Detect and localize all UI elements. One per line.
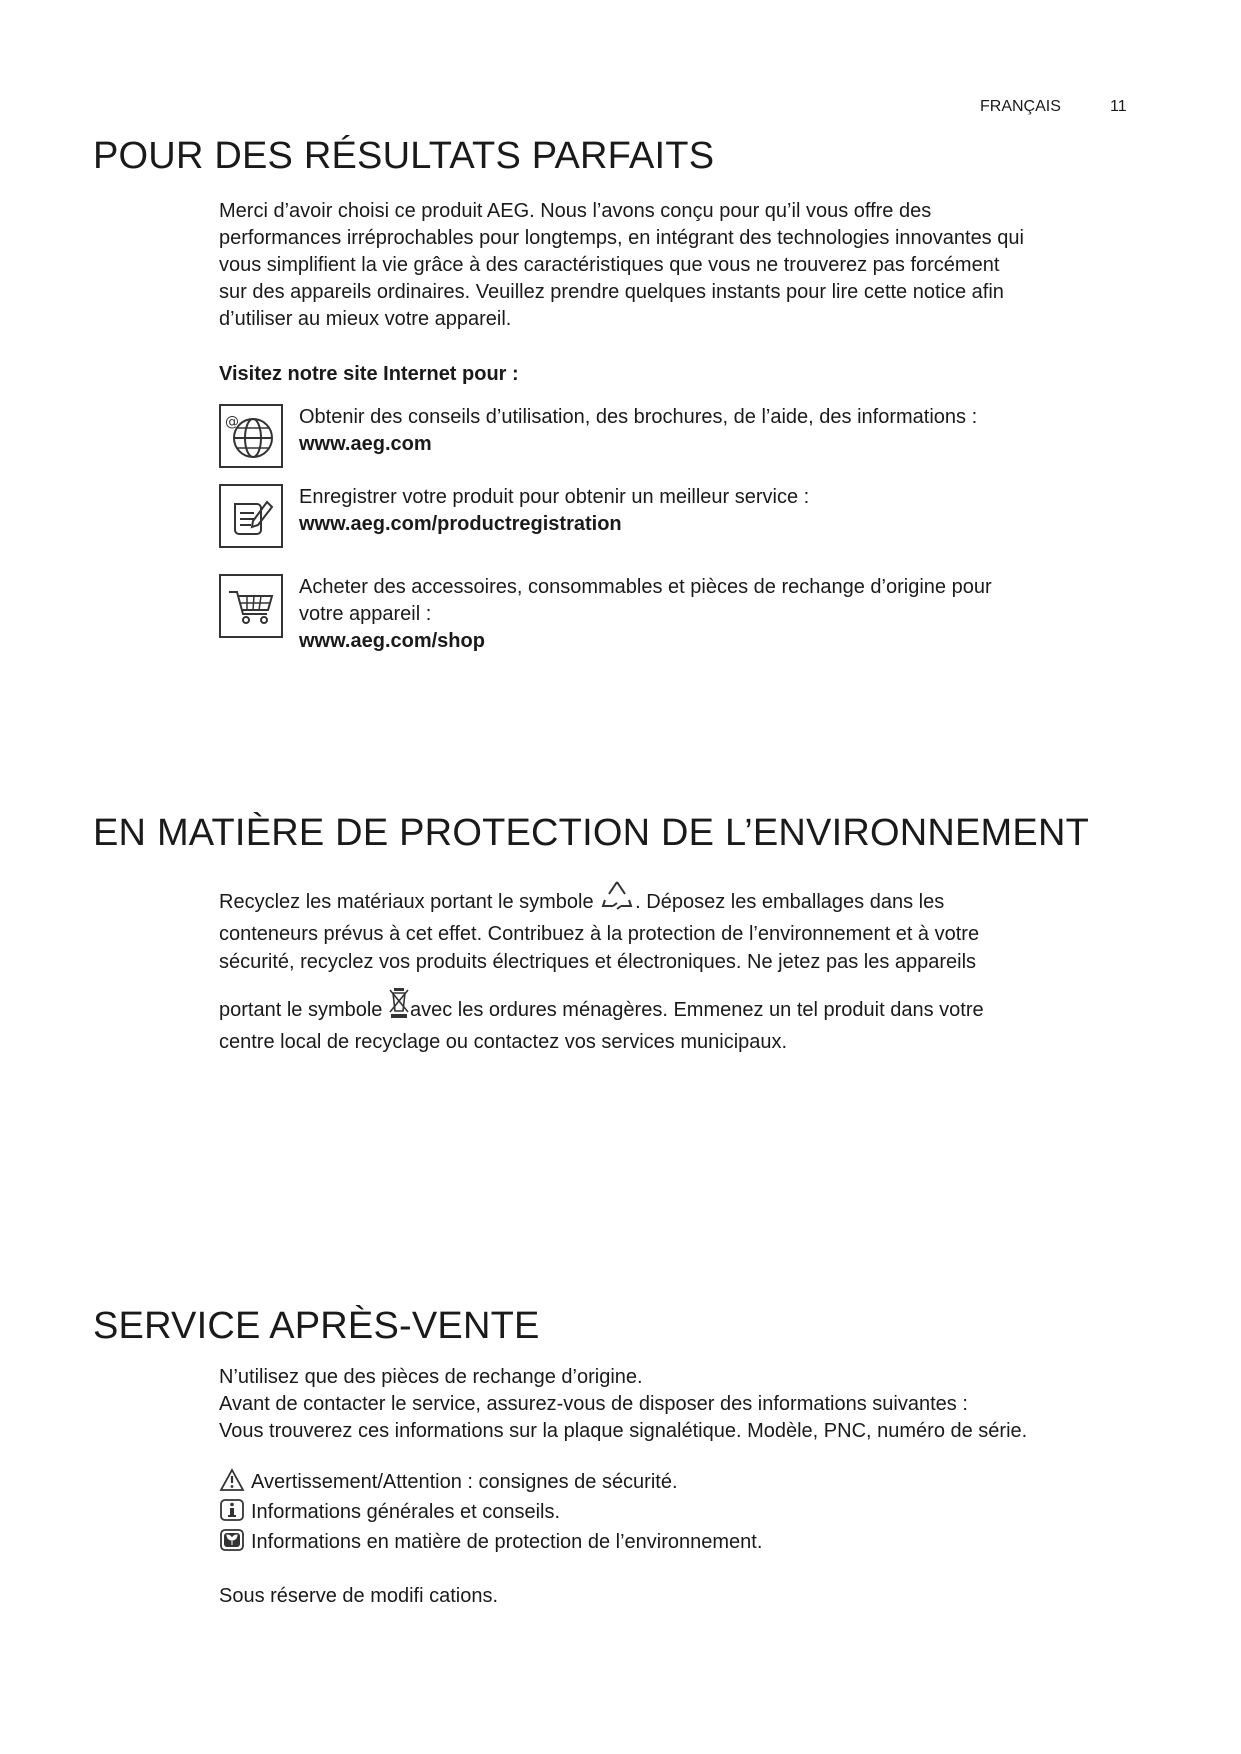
intro-paragraph	[219, 198, 1139, 333]
env-text: sécurité, recyclez vos produits électriques et électroniques. Ne jetez pas les appareils	[219, 951, 977, 973]
link-productregistration[interactable]: www.aeg.com/productregistration	[299, 513, 622, 535]
language-label: FRANÇAIS	[980, 98, 1061, 115]
env-text: conteneurs prévus à cet effet. Contribuez à la protection de l’environnement et à votre	[219, 923, 980, 945]
service-line: Vous trouverez ces informations sur la plaque signalétique. Modèle, PNC, numéro de série.	[219, 1420, 1028, 1442]
footer-note: Sous réserve de modifi cations.	[219, 1585, 499, 1607]
legend-item-environment	[219, 1528, 762, 1556]
service-paragraph	[219, 1364, 1139, 1445]
svg-text:@: @	[225, 414, 239, 430]
service-line: N’utilisez que des pièces de rechange d’origine.	[219, 1366, 643, 1388]
env-text: centre local de recyclage ou contactez vos services municipaux.	[219, 1031, 788, 1053]
intro-line: vous simplifient la vie grâce à des caractéristiques que vous ne trouverez pas forcément	[219, 254, 1000, 276]
visit-heading: Visitez notre site Internet pour :	[219, 363, 519, 385]
visit-item-text: votre appareil :	[299, 603, 432, 625]
section-title-service: SERVICE APRÈS-VENTE	[93, 1305, 540, 1347]
page-header	[0, 98, 1241, 122]
intro-line: d’utiliser au mieux votre appareil.	[219, 308, 512, 330]
visit-item-text: Obtenir des conseils d’utilisation, des brochures, de l’aide, des informations :	[299, 406, 978, 428]
register-icon	[219, 484, 283, 548]
legend-item-info	[219, 1498, 560, 1526]
service-line: Avant de contacter le service, assurez-vous de disposer des informations suivantes :	[219, 1393, 968, 1415]
environment-paragraph	[219, 878, 1139, 1056]
legend-text: Informations générales et conseils.	[251, 1501, 561, 1523]
section-title-environment: EN MATIÈRE DE PROTECTION DE L’ENVIRONNEMENT	[93, 812, 1090, 854]
env-text: portant le symbole	[219, 999, 388, 1021]
visit-item-text: Acheter des accessoires, consommables et pièces de rechange d’origine pour	[299, 576, 992, 598]
recycle-icon	[599, 878, 635, 920]
intro-line: Merci d’avoir choisi ce produit AEG. Nous l’avons conçu pour qu’il vous offre des	[219, 200, 932, 222]
section-title-results: POUR DES RÉSULTATS PARFAITS	[93, 135, 715, 177]
legend-item-warning	[219, 1468, 678, 1496]
environment-icon	[219, 1528, 245, 1552]
link-aeg[interactable]: www.aeg.com	[299, 433, 432, 455]
cart-icon	[219, 574, 283, 638]
intro-line: performances irréprochables pour longtemps, en intégrant des technologies innovantes qui	[219, 227, 1024, 249]
env-text: Recyclez les matériaux portant le symbole	[219, 891, 600, 913]
info-icon	[219, 1498, 245, 1522]
warning-icon	[219, 1468, 245, 1492]
globe-icon	[219, 404, 283, 468]
env-text: avec les ordures ménagères. Emmenez un tel produit dans votre	[409, 999, 984, 1021]
visit-item-text: Enregistrer votre produit pour obtenir un meilleur service :	[299, 486, 810, 508]
legend-text: Avertissement/Attention : consignes de sécurité.	[251, 1471, 678, 1493]
intro-line: sur des appareils ordinaires. Veuillez prendre quelques instants pour lire cette notice afin	[219, 281, 1004, 303]
env-text: . Déposez les emballages dans les	[635, 891, 945, 913]
crossed-bin-icon	[388, 986, 410, 1028]
page-number: 11	[1110, 98, 1127, 115]
link-shop[interactable]: www.aeg.com/shop	[299, 630, 485, 652]
legend-text: Informations en matière de protection de l’environnement.	[251, 1531, 763, 1553]
